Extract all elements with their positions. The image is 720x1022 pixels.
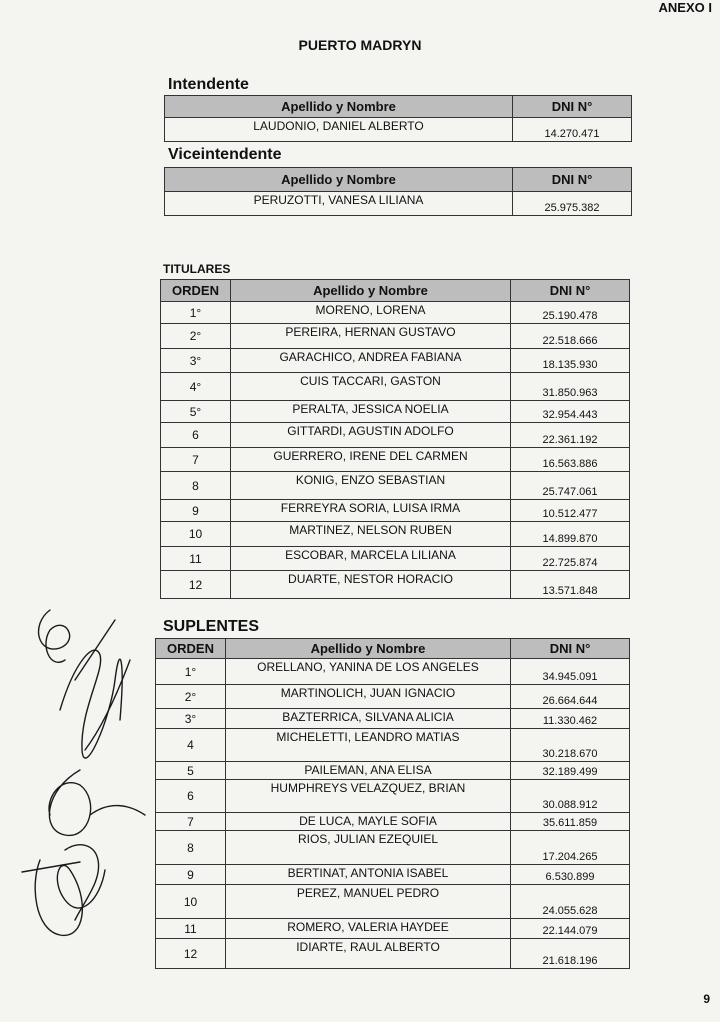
row-order: 1° (156, 659, 226, 685)
annex-label: ANEXO I (658, 0, 712, 15)
table-row (165, 192, 632, 216)
person-name: ORELLANO, YANINA DE LOS ANGELES (226, 659, 511, 685)
page-number: 9 (703, 992, 710, 1006)
row-order: 4° (161, 373, 231, 401)
table-row (156, 709, 630, 729)
person-dni: 22.518.666 (511, 324, 630, 349)
row-order: 12 (161, 571, 231, 599)
person-dni: 21.618.196 (511, 939, 630, 969)
person-dni: 32.954.443 (511, 401, 630, 423)
person-name: MARTINOLICH, JUAN IGNACIO (226, 685, 511, 709)
table-row (156, 729, 630, 762)
table-row (161, 472, 630, 500)
person-dni: 16.563.886 (511, 448, 630, 472)
signature-stroke (85, 660, 130, 750)
table-row (156, 780, 630, 813)
signature-stroke (75, 620, 115, 680)
table-row (156, 685, 630, 709)
person-name: MICHELETTI, LEANDRO MATIAS (226, 729, 511, 762)
row-order: 9 (161, 500, 231, 522)
person-name: PEREIRA, HERNAN GUSTAVO (231, 324, 511, 349)
column-header-dni: DNI N° (511, 280, 630, 302)
signature-stroke (35, 860, 105, 935)
viceintendente-table (164, 167, 632, 216)
person-dni: 25.975.382 (513, 192, 632, 216)
person-name: DE LUCA, MAYLE SOFIA (226, 813, 511, 831)
person-dni: 35.611.859 (511, 813, 630, 831)
row-order: 3° (156, 709, 226, 729)
person-dni: 25.190.478 (511, 302, 630, 324)
row-order: 10 (156, 885, 226, 919)
row-order: 10 (161, 522, 231, 547)
column-header-dni: DNI N° (511, 639, 630, 659)
person-name: MORENO, LORENA (231, 302, 511, 324)
table-row (161, 302, 630, 324)
person-name: GUERRERO, IRENE DEL CARMEN (231, 448, 511, 472)
column-header-name: Apellido y Nombre (226, 639, 511, 659)
person-name: PAILEMAN, ANA ELISA (226, 762, 511, 780)
person-name: BERTINAT, ANTONIA ISABEL (226, 865, 511, 885)
person-dni: 11.330.462 (511, 709, 630, 729)
signature-stroke (49, 770, 91, 835)
person-name: ESCOBAR, MARCELA LILIANA (231, 547, 511, 571)
row-order: 4 (156, 729, 226, 762)
person-dni: 30.218.670 (511, 729, 630, 762)
person-name: PERUZOTTI, VANESA LILIANA (165, 192, 513, 216)
row-order: 9 (156, 865, 226, 885)
person-name: MARTINEZ, NELSON RUBEN (231, 522, 511, 547)
signature-stroke (39, 610, 70, 662)
table-row (161, 500, 630, 522)
intendente-label: Intendente (168, 76, 249, 93)
table-row (161, 324, 630, 349)
row-order: 7 (161, 448, 231, 472)
row-order: 11 (156, 919, 226, 939)
row-order: 5° (161, 401, 231, 423)
table-row (156, 813, 630, 831)
person-dni: 14.899.870 (511, 522, 630, 547)
person-dni: 18.135.930 (511, 349, 630, 373)
row-order: 5 (156, 762, 226, 780)
person-name: IDIARTE, RAUL ALBERTO (226, 939, 511, 969)
row-order: 2° (161, 324, 231, 349)
viceintendente-label: Viceintendente (168, 146, 282, 163)
row-order: 6 (161, 423, 231, 448)
person-name: PEREZ, MANUEL PEDRO (226, 885, 511, 919)
table-row (161, 349, 630, 373)
person-dni: 24.055.628 (511, 885, 630, 919)
person-dni: 31.850.963 (511, 373, 630, 401)
row-order: 12 (156, 939, 226, 969)
table-row (161, 373, 630, 401)
person-name: HUMPHREYS VELAZQUEZ, BRIAN (226, 780, 511, 813)
table-row (156, 659, 630, 685)
person-dni: 25.747.061 (511, 472, 630, 500)
column-header-order: ORDEN (156, 639, 226, 659)
person-name: DUARTE, NESTOR HORACIO (231, 571, 511, 599)
person-dni: 22.144.079 (511, 919, 630, 939)
person-dni: 34.945.091 (511, 659, 630, 685)
titulares-table (160, 279, 630, 599)
table-row (161, 571, 630, 599)
column-header-order: ORDEN (161, 280, 231, 302)
person-dni: 30.088.912 (511, 780, 630, 813)
person-name: KONIG, ENZO SEBASTIAN (231, 472, 511, 500)
person-dni: 22.725.874 (511, 547, 630, 571)
row-order: 8 (161, 472, 231, 500)
row-order: 6 (156, 780, 226, 813)
person-name: GARACHICO, ANDREA FABIANA (231, 349, 511, 373)
person-name: CUIS TACCARI, GASTON (231, 373, 511, 401)
person-dni: 6.530.899 (511, 865, 630, 885)
person-dni: 32.189.499 (511, 762, 630, 780)
intendente-table (164, 95, 632, 142)
table-row (156, 939, 630, 969)
table-row (156, 919, 630, 939)
row-order: 8 (156, 831, 226, 865)
person-dni: 17.204.265 (511, 831, 630, 865)
signature-stroke (65, 845, 99, 920)
person-name: LAUDONIO, DANIEL ALBERTO (165, 118, 513, 142)
person-dni: 26.664.644 (511, 685, 630, 709)
table-row (161, 522, 630, 547)
column-header-name: Apellido y Nombre (165, 168, 513, 192)
column-header-dni: DNI N° (513, 96, 632, 118)
city-title: PUERTO MADRYN (298, 37, 422, 53)
table-row (161, 401, 630, 423)
row-order: 2° (156, 685, 226, 709)
signature-stroke (90, 806, 145, 815)
handwritten-signatures (20, 600, 160, 940)
table-row (165, 118, 632, 142)
suplentes-table (155, 638, 630, 969)
table-row (161, 448, 630, 472)
table-row (156, 865, 630, 885)
row-order: 3° (161, 349, 231, 373)
table-row (156, 762, 630, 780)
table-row (156, 831, 630, 865)
person-name: PERALTA, JESSICA NOELIA (231, 401, 511, 423)
column-header-name: Apellido y Nombre (165, 96, 513, 118)
signature-stroke (22, 862, 80, 872)
column-header-dni: DNI N° (513, 168, 632, 192)
person-name: ROMERO, VALERIA HAYDEE (226, 919, 511, 939)
person-name: FERREYRA SORIA, LUISA IRMA (231, 500, 511, 522)
column-header-name: Apellido y Nombre (231, 280, 511, 302)
suplentes-label: SUPLENTES (163, 618, 260, 635)
row-order: 7 (156, 813, 226, 831)
titulares-label: TITULARES (163, 262, 231, 276)
table-row (156, 885, 630, 919)
person-name: GITTARDI, AGUSTIN ADOLFO (231, 423, 511, 448)
row-order: 11 (161, 547, 231, 571)
person-dni: 13.571.848 (511, 571, 630, 599)
table-row (161, 423, 630, 448)
person-name: BAZTERRICA, SILVANA ALICIA (226, 709, 511, 729)
person-dni: 22.361.192 (511, 423, 630, 448)
row-order: 1° (161, 302, 231, 324)
table-row (161, 547, 630, 571)
person-dni: 10.512.477 (511, 500, 630, 522)
person-name: RIOS, JULIAN EZEQUIEL (226, 831, 511, 865)
person-dni: 14.270.471 (513, 118, 632, 142)
